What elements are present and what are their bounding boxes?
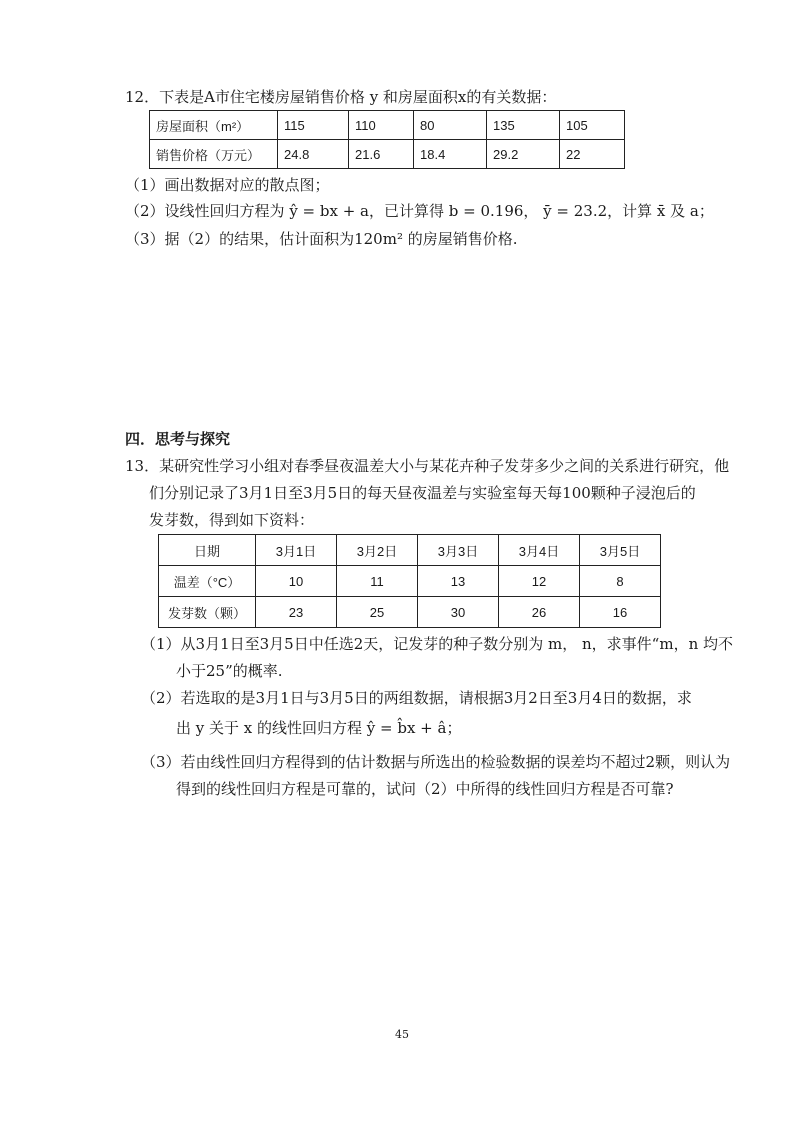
table-cell: 11 (337, 566, 418, 597)
table-cell: 18.4 (414, 140, 487, 169)
table-cell: 110 (349, 111, 414, 140)
table-cell: 3月1日 (256, 535, 337, 566)
table-cell: 16 (580, 597, 661, 628)
table-cell: 30 (418, 597, 499, 628)
table-cell: 12 (499, 566, 580, 597)
table-cell: 销售价格（万元） (150, 140, 278, 169)
q12-table (149, 110, 625, 169)
table-cell: 80 (414, 111, 487, 140)
q13-sub2-line2: 出 y 关于 x 的线性回归方程 ŷ = b̂x + â； (176, 719, 462, 737)
table-cell: 3月5日 (580, 535, 661, 566)
table-cell: 135 (487, 111, 560, 140)
q12-stem: 12．下表是A市住宅楼房屋销售价格 y 和房屋面积x的有关数据： (125, 88, 557, 106)
q13-stem-line1: 13．某研究性学习小组对春季昼夜温差大小与某花卉种子发芽多少之间的关系进行研究，他 (125, 457, 730, 475)
table-cell: 发芽数（颗） (159, 597, 256, 628)
table-cell: 房屋面积（m²） (150, 111, 278, 140)
table-cell: 日期 (159, 535, 256, 566)
table-cell: 22 (560, 140, 625, 169)
q13-sub1-line1: （1）从3月1日至3月5日中任选2天，记发芽的种子数分别为 m， n，求事件“m，n 均不 (141, 635, 734, 653)
section-heading: 四．思考与探究 (125, 430, 231, 448)
table-cell: 3月2日 (337, 535, 418, 566)
table-row (159, 597, 661, 628)
q12-sub1: （1）画出数据对应的散点图； (125, 176, 330, 194)
table-row (159, 566, 661, 597)
table-cell: 8 (580, 566, 661, 597)
q13-sub2-line1: （2）若选取的是3月1日与3月5日的两组数据，请根据3月2日至3月4日的数据，求 (141, 689, 692, 707)
page-number: 45 (395, 1028, 409, 1041)
table-cell: 温差（°C） (159, 566, 256, 597)
q13-table (158, 534, 661, 628)
table-cell: 24.8 (278, 140, 349, 169)
q13-stem-line3: 发芽数，得到如下资料： (149, 511, 315, 529)
table-cell: 10 (256, 566, 337, 597)
table-row (159, 535, 661, 566)
q13-sub3-line1: （3）若由线性回归方程得到的估计数据与所选出的检验数据的误差均不超过2颗，则认为 (141, 753, 731, 771)
q12-sub2: （2）设线性回归方程为 ŷ = bx + a，已计算得 b = 0.196， ȳ = 23.2，计算 x̄ 及 a； (125, 202, 714, 220)
table-row (150, 140, 625, 169)
table-cell: 115 (278, 111, 349, 140)
table-row (150, 111, 625, 140)
table-cell: 25 (337, 597, 418, 628)
table-cell: 3月4日 (499, 535, 580, 566)
table-cell: 3月3日 (418, 535, 499, 566)
table-cell: 105 (560, 111, 625, 140)
table-cell: 29.2 (487, 140, 560, 169)
q13-sub1-line2: 小于25”的概率. (176, 662, 283, 680)
table-cell: 26 (499, 597, 580, 628)
q13-stem-line2: 们分别记录了3月1日至3月5日的每天昼夜温差与实验室每天每100颗种子浸泡后的 (149, 484, 696, 502)
table-cell: 23 (256, 597, 337, 628)
table-cell: 21.6 (349, 140, 414, 169)
q12-sub3: （3）据（2）的结果，估计面积为120m² 的房屋销售价格. (125, 230, 518, 248)
q13-sub3-line2: 得到的线性回归方程是可靠的，试问（2）中所得的线性回归方程是否可靠? (176, 780, 674, 798)
table-cell: 13 (418, 566, 499, 597)
